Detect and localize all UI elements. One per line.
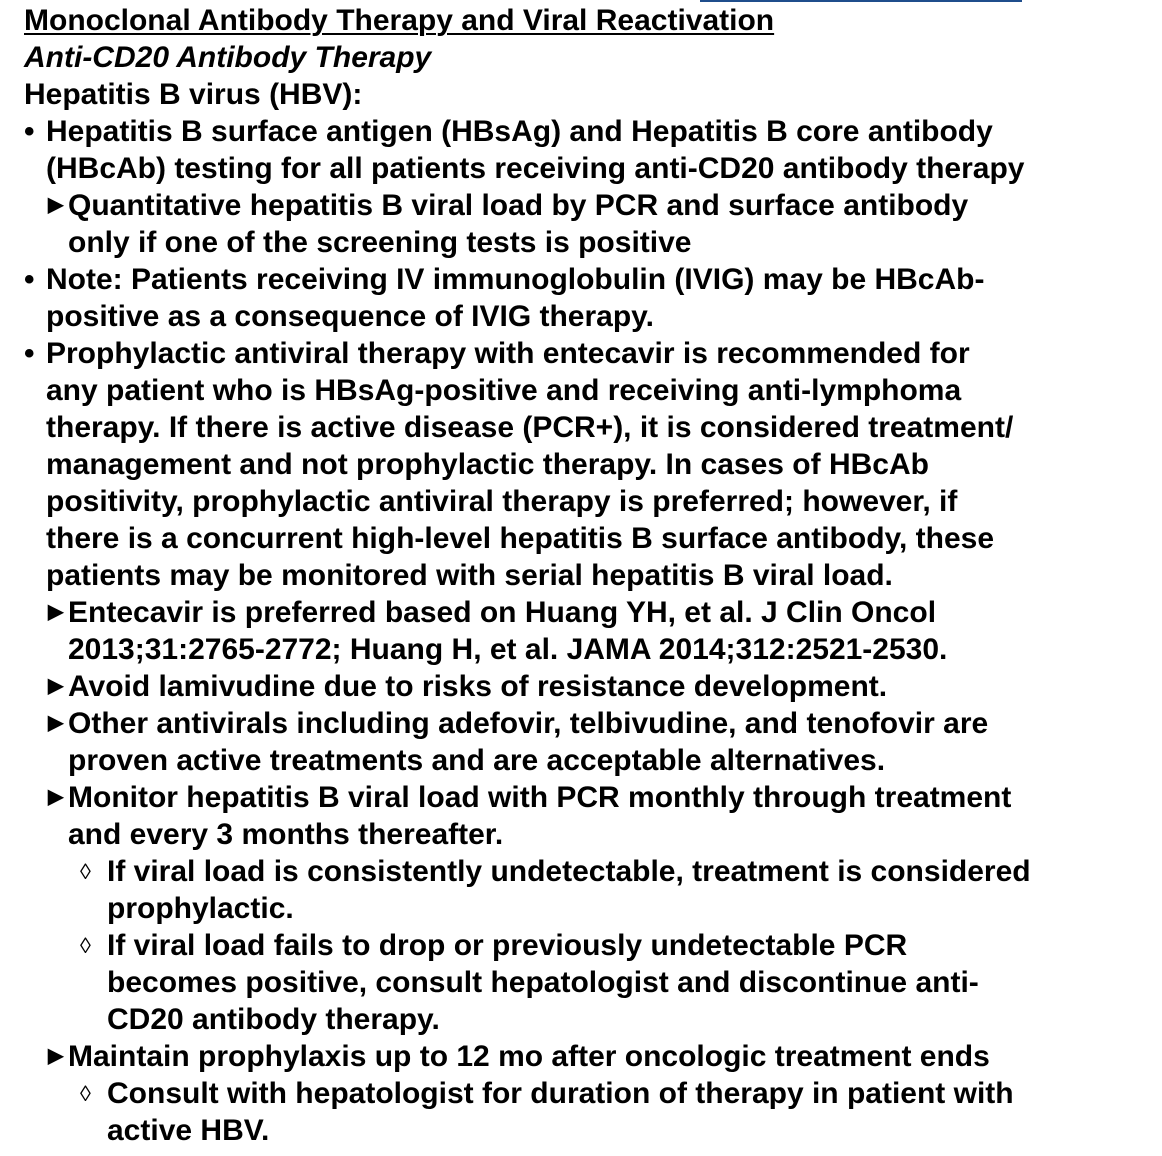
list-item-text-line: prophylactic. (107, 892, 294, 925)
list-item-text-line: Entecavir is preferred based on Huang YH, et al. J Clin Oncol (68, 596, 937, 629)
bullet-marker: • (24, 263, 35, 296)
list-item-level-2 (24, 1038, 1154, 1075)
list-item-level-3 (24, 853, 1154, 927)
diamond-marker-icon: ◊ (80, 859, 91, 884)
list-item-text-line: Quantitative hepatitis B viral load by PCR and surface antibody (68, 189, 969, 222)
bullet-list (24, 113, 1154, 1149)
list-item-text-line: and every 3 months thereafter. (68, 818, 504, 851)
arrow-marker-icon: ▶ (48, 194, 64, 216)
list-item-text-line: CD20 antibody therapy. (107, 1003, 440, 1036)
bullet-marker: • (24, 115, 35, 148)
list-item-text-line: there is a concurrent high-level hepatitis B surface antibody, these (46, 522, 995, 555)
arrow-marker-icon: ▶ (48, 1045, 64, 1067)
list-item-text-line: any patient who is HBsAg-positive and receiving anti-lymphoma (46, 374, 962, 407)
list-item-text-line: active HBV. (107, 1114, 270, 1147)
list-item-text-line: Other antivirals including adefovir, telbivudine, and tenofovir are (68, 707, 989, 740)
bullet-marker: • (24, 337, 35, 370)
list-item-text-line: 2013;31:2765-2772; Huang H, et al. JAMA 2014;312:2521-2530. (68, 633, 948, 666)
list-item-text-line: therapy. If there is active disease (PCR+), it is considered treatment/ (46, 411, 1014, 444)
list-item-level-1 (24, 335, 1154, 594)
list-item-text-line: positive as a consequence of IVIG therapy. (46, 300, 654, 333)
subsection-title: Anti-CD20 Antibody Therapy (24, 41, 432, 74)
list-item-text-line: patients may be monitored with serial hepatitis B viral load. (46, 559, 893, 592)
arrow-marker-icon: ▶ (48, 712, 64, 734)
list-item-level-3 (24, 1075, 1154, 1149)
list-item-text-line: (HBcAb) testing for all patients receiving anti-CD20 antibody therapy (46, 152, 1025, 185)
list-item-text-line: Avoid lamivudine due to risks of resistance development. (68, 670, 888, 703)
list-item-level-1 (24, 261, 1154, 335)
list-item-level-2 (24, 705, 1154, 779)
diamond-marker-icon: ◊ (80, 933, 91, 958)
list-item-level-3 (24, 927, 1154, 1038)
diamond-marker-icon: ◊ (80, 1081, 91, 1106)
list-item-text-line: Monitor hepatitis B viral load with PCR monthly through treatment (68, 781, 1012, 814)
list-item-text-line: If viral load is consistently undetectable, treatment is considered (107, 855, 1031, 888)
arrow-marker-icon: ▶ (48, 675, 64, 697)
list-item-text-line: only if one of the screening tests is positive (68, 226, 692, 259)
list-item-level-1 (24, 113, 1154, 187)
list-item-level-2 (24, 594, 1154, 668)
list-item-text-line: Maintain prophylaxis up to 12 mo after oncologic treatment ends (68, 1040, 990, 1073)
list-item-level-2 (24, 187, 1154, 261)
list-item-text-line: management and not prophylactic therapy. In cases of HBcAb (46, 448, 929, 481)
list-item-text-line: Prophylactic antiviral therapy with entecavir is recommended for (46, 337, 970, 370)
topic-heading: Hepatitis B virus (HBV): (24, 78, 363, 111)
list-item-text-line: proven active treatments and are acceptable alternatives. (68, 744, 886, 777)
list-item-level-2 (24, 668, 1154, 705)
arrow-marker-icon: ▶ (48, 786, 64, 808)
list-item-text-line: If viral load fails to drop or previously undetectable PCR (107, 929, 908, 962)
list-item-text-line: Hepatitis B surface antigen (HBsAg) and Hepatitis B core antibody (46, 115, 993, 148)
section-title: Monoclonal Antibody Therapy and Viral Reactivation (24, 4, 775, 37)
list-item-text-line: Consult with hepatologist for duration of therapy in patient with (107, 1077, 1014, 1110)
arrow-marker-icon: ▶ (48, 601, 64, 623)
list-item-text-line: Note: Patients receiving IV immunoglobulin (IVIG) may be HBcAb- (46, 263, 985, 296)
list-item-level-2 (24, 779, 1154, 853)
list-item-text-line: becomes positive, consult hepatologist and discontinue anti- (107, 966, 979, 999)
list-item-text-line: positivity, prophylactic antiviral therapy is preferred; however, if (46, 485, 958, 518)
document-page (24, 2, 1154, 1149)
